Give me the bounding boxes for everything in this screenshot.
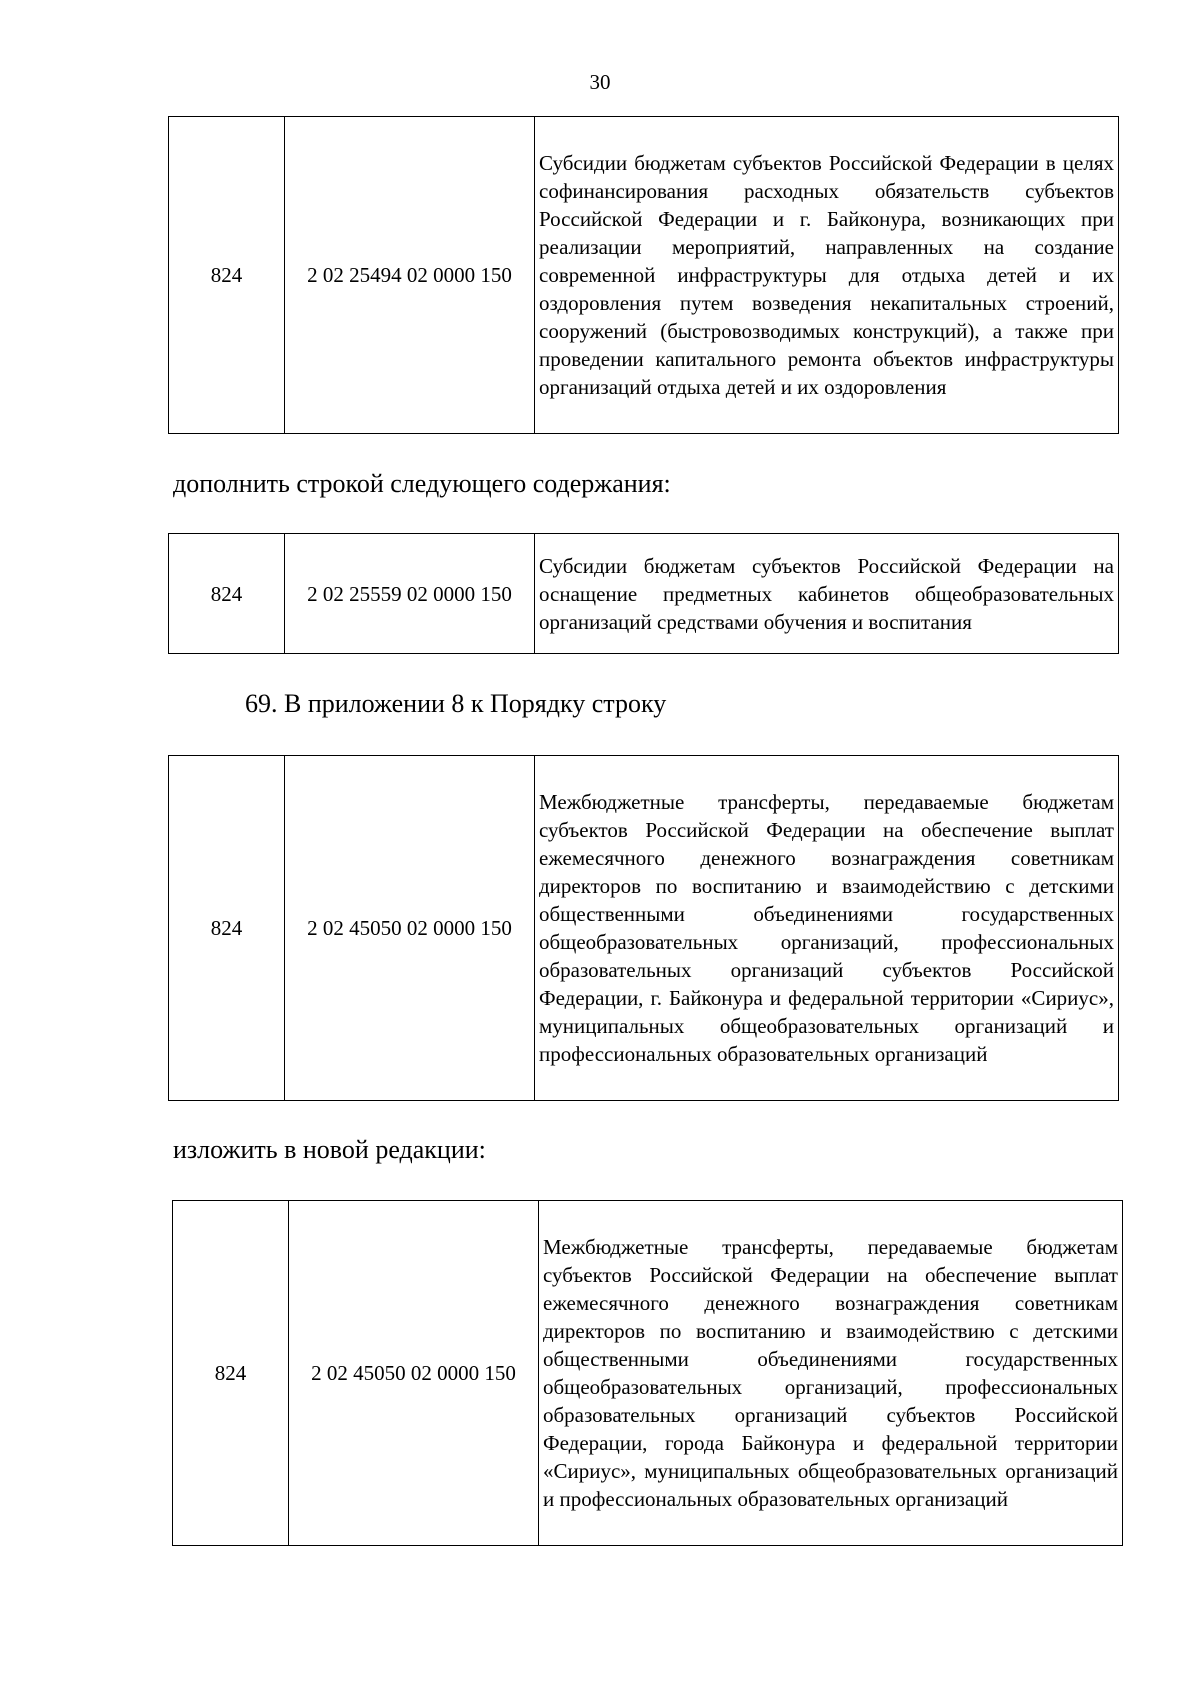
admin-code-cell: 824 xyxy=(169,117,285,434)
kbk-code-cell: 2 02 25559 02 0000 150 xyxy=(285,534,535,654)
description-cell: Межбюджетные трансферты, передаваемые бюджетам субъектов Российской Федерации на обеспечение выплат ежемесячного денежного вознаграждения советникам директоров по воспитанию и взаимодействию с детскими общественными объединениями государственных общеобразовательных организаций, профессиональных образовательных организаций субъектов Российской Федерации, г. Байконура и федеральной территории «Сириус», муниципальных общеобразовательных организаций и профессиональных образовательных организаций xyxy=(535,756,1119,1101)
description-cell: Субсидии бюджетам субъектов Российской Федерации на оснащение предметных кабинетов общеобразовательных организаций средствами обучения и воспитания xyxy=(535,534,1119,654)
table-row xyxy=(169,756,1119,1101)
table-row xyxy=(169,117,1119,434)
description-cell: Субсидии бюджетам субъектов Российской Федерации в целях софинансирования расходных обязательств субъектов Российской Федерации и г. Байконура, возникающих при реализации мероприятий, направленных на создание современной инфраструктуры для отдыха детей и их оздоровления путем возведения некапитальных строений, сооружений (быстровозводимых конструкций), а также при проведении капитального ремонта объектов инфраструктуры организаций отдыха детей и их оздоровления xyxy=(535,117,1119,434)
kbk-code-cell: 2 02 25494 02 0000 150 xyxy=(285,117,535,434)
table-kbk-45050-new xyxy=(172,1200,1123,1546)
item-69-heading: 69. В приложении 8 к Порядку строку xyxy=(245,689,667,718)
admin-code-cell: 824 xyxy=(169,756,285,1101)
admin-code-cell: 824 xyxy=(173,1201,289,1546)
kbk-code-cell: 2 02 45050 02 0000 150 xyxy=(289,1201,539,1546)
table-row xyxy=(173,1201,1123,1546)
instruction-new-edition: изложить в новой редакции: xyxy=(173,1135,486,1164)
page-number: 30 xyxy=(589,70,611,94)
table-row xyxy=(169,534,1119,654)
kbk-code-cell: 2 02 45050 02 0000 150 xyxy=(285,756,535,1101)
table-kbk-25494 xyxy=(168,116,1119,434)
table-kbk-45050-old xyxy=(168,755,1119,1101)
instruction-add-row: дополнить строкой следующего содержания: xyxy=(173,469,671,498)
table-kbk-25559 xyxy=(168,533,1119,654)
description-cell: Межбюджетные трансферты, передаваемые бюджетам субъектов Российской Федерации на обеспечение выплат ежемесячного денежного вознаграждения советникам директоров по воспитанию и взаимодействию с детскими общественными объединениями государственных общеобразовательных организаций, профессиональных образовательных организаций субъектов Российской Федерации, города Байконура и федеральной территории «Сириус», муниципальных общеобразовательных организаций и профессиональных образовательных организаций xyxy=(539,1201,1123,1546)
admin-code-cell: 824 xyxy=(169,534,285,654)
